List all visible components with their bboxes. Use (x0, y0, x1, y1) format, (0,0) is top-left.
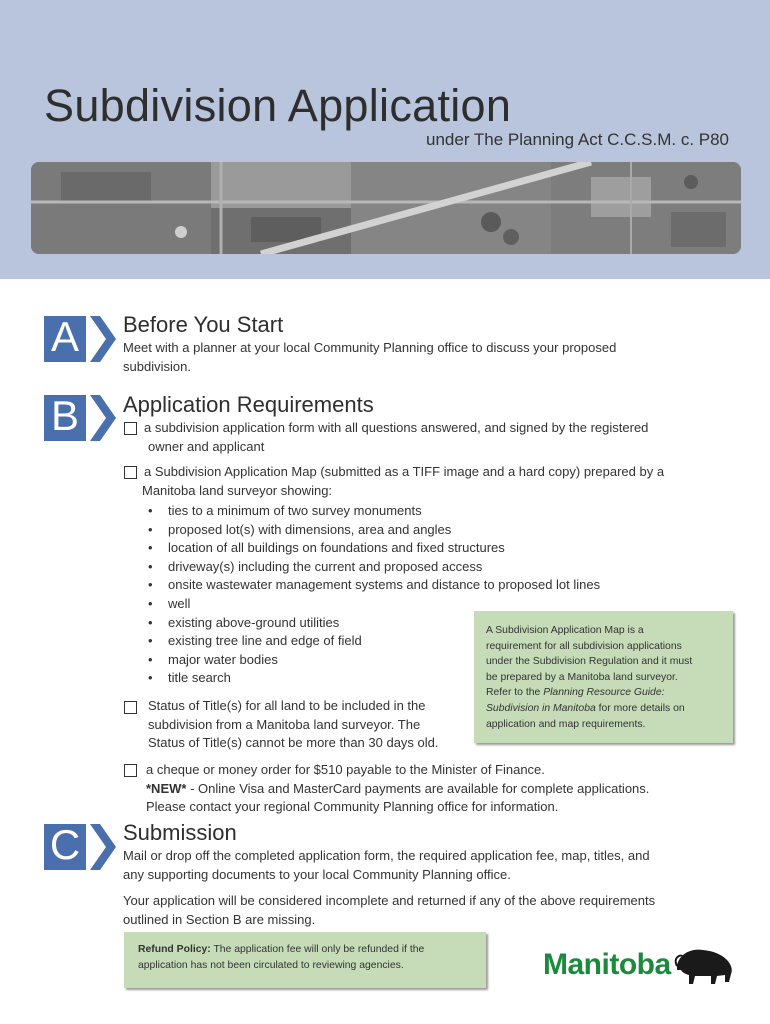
list-item: • existing tree line and edge of field (147, 632, 600, 651)
list-item: • driveway(s) including the current and proposed access (147, 558, 600, 577)
section-a-text (123, 339, 616, 376)
section-c-text-line: outlined in Section B are missing. (123, 911, 316, 927)
requirement-line: a cheque or money order for $510 payable to the Minister of Finance. (146, 762, 545, 777)
section-a-heading: Before You Start (123, 312, 284, 337)
new-badge: *NEW* (146, 780, 187, 796)
requirement-line: a Subdivision Application Map (submitted as a TIFF image and a hard copy) prepared by a (144, 464, 665, 479)
note-line: A Subdivision Application Map is a (486, 625, 644, 636)
requirement-line: Please contact your regional Community Planning office for information. (146, 799, 559, 814)
list-item: • location of all buildings on foundations and fixed structures (147, 539, 600, 558)
section-b-heading: Application Requirements (123, 392, 374, 417)
requirement-line (146, 780, 649, 799)
section-b-letter: B (50, 392, 79, 439)
requirement-line: Status of Title(s) cannot be more than 30 days old. (148, 735, 439, 750)
requirement-line: Status of Title(s) for all land to be included in the (148, 698, 426, 713)
logo-wordmark: Manitoba (543, 948, 671, 981)
requirement-line: a subdivision application form with all questions answered, and signed by the registered (144, 420, 649, 435)
refund-line: application has not been circulated to reviewing agencies. (138, 959, 404, 971)
requirement-map-checkbox[interactable] (124, 466, 137, 479)
requirement-payment-text (146, 761, 649, 817)
list-item: • title search (147, 669, 600, 688)
section-a-marker (44, 313, 118, 362)
map-requirement-note (474, 611, 733, 743)
section-c-letter: C (49, 821, 81, 868)
section-a-text-line: subdivision. (123, 358, 191, 374)
requirement-title-text (148, 697, 439, 753)
section-a-text-line: Meet with a planner at your local Community Planning office to discuss your proposed (123, 340, 617, 355)
section-c-marker (44, 821, 118, 870)
list-item: • onsite wastewater management systems and distance to proposed lot lines (147, 576, 600, 595)
list-item: • existing above-ground utilities (147, 614, 600, 633)
guide-title: Planning Resource Guide: (543, 687, 665, 699)
list-item: • well (147, 595, 600, 614)
refund-text: The application fee will only be refunded if the (210, 944, 425, 955)
list-item: • ties to a minimum of two survey monuments (147, 502, 600, 521)
section-c-heading: Submission (123, 820, 237, 845)
requirement-text: - Online Visa and MasterCard payments are available for complete applications. (186, 780, 650, 796)
page-title: Subdivision Application (44, 80, 512, 131)
note-line (486, 685, 723, 701)
requirement-line: Manitoba land surveyor showing: (142, 482, 333, 498)
page-subtitle: under The Planning Act C.C.S.M. c. P80 (426, 130, 730, 149)
requirement-title-checkbox[interactable] (124, 701, 137, 714)
guide-title: Subdivision in Manitoba (486, 702, 596, 714)
refund-line (138, 942, 472, 958)
requirement-form-checkbox[interactable] (124, 422, 137, 435)
bison-icon (673, 944, 735, 986)
requirement-form-text (144, 419, 648, 456)
note-text: Refer to the (486, 687, 544, 699)
refund-label: Refund Policy: (138, 944, 211, 955)
note-text: for more details on (595, 702, 685, 714)
section-c-text-1 (123, 847, 650, 884)
requirement-line: subdivision from a Manitoba land surveyor. The (148, 716, 421, 732)
manitoba-logo (543, 944, 738, 988)
list-item: • proposed lot(s) with dimensions, area and angles (147, 521, 600, 540)
section-c-text-line: Your application will be considered incomplete and returned if any of the above requirements (123, 893, 656, 908)
section-c-text-line: Mail or drop off the completed application form, the required application fee, map, titles, and (123, 848, 650, 863)
note-line (486, 701, 723, 717)
section-b-marker (44, 392, 118, 441)
section-a-letter: A (50, 313, 79, 360)
section-c-text-line: any supporting documents to your local Community Planning office. (123, 866, 511, 882)
note-line: application and map requirements. (486, 718, 646, 730)
requirement-payment-checkbox[interactable] (124, 764, 137, 777)
list-item: • major water bodies (147, 651, 600, 670)
requirement-map-text (144, 463, 664, 500)
note-line: requirement for all subdivision applications (486, 640, 682, 652)
note-line: be prepared by a Manitoba land surveyor. (486, 671, 678, 683)
requirement-line: owner and applicant (148, 438, 265, 454)
header-banner (0, 0, 770, 279)
note-line: under the Subdivision Regulation and it must (486, 656, 693, 668)
aerial-photo (31, 162, 741, 254)
refund-policy-box (124, 932, 486, 988)
section-c-text-2 (123, 892, 655, 929)
